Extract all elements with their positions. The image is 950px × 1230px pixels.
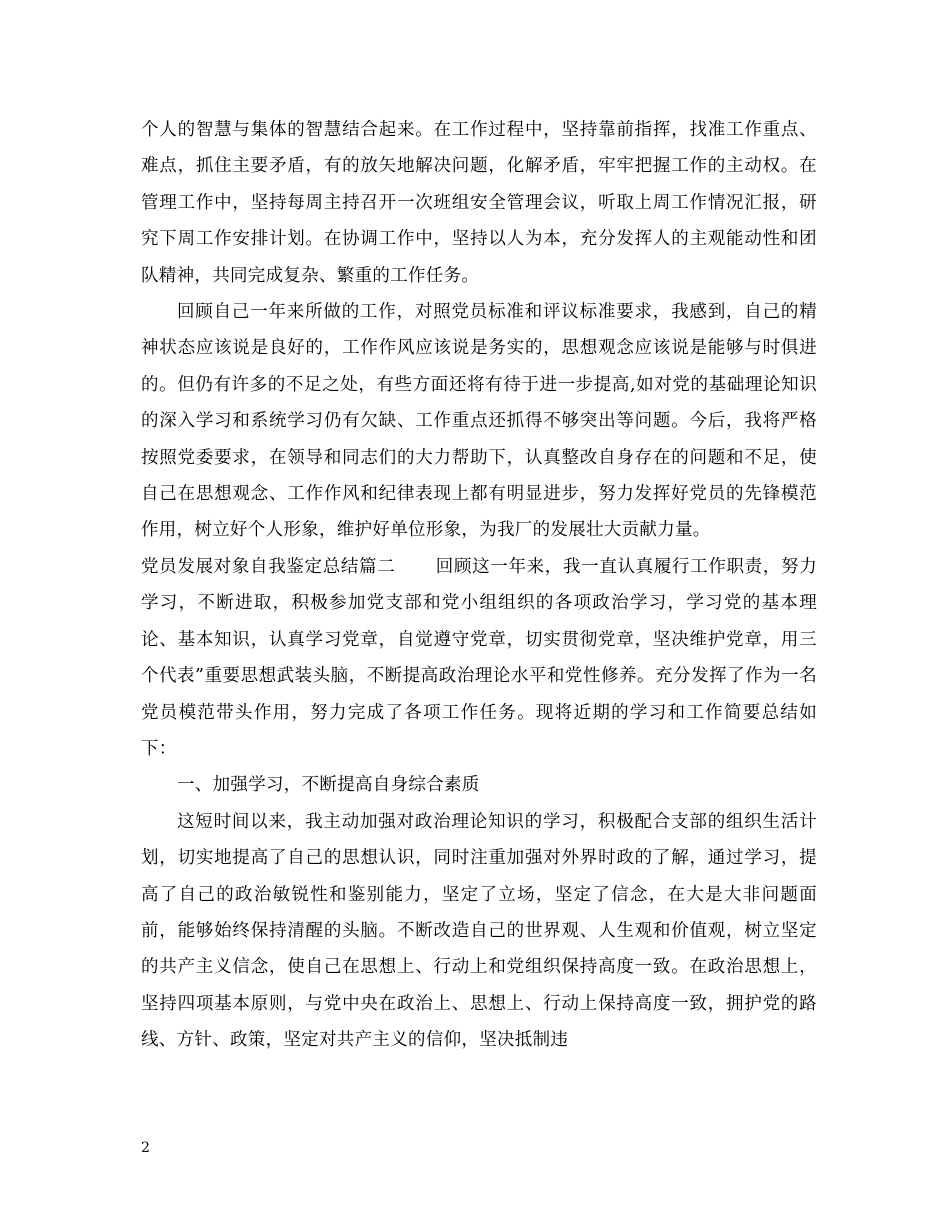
paragraph-1: 个人的智慧与集体的智慧结合起来。在工作过程中，坚持靠前指挥，找准工作重点、难点，抓住主要矛盾，有的放矢地解决问题，化解矛盾，牢牢把握工作的主动权。在管理工作中，坚持每周主持召开一次班组安全管理会议，听取上周工作情况汇报，研究下周工作安排计划。在协调工作中，坚持以人为本，充分发挥人的主观能动性和团队精神，共同完成复杂、繁重的工作任务。 (141, 120, 817, 286)
heading-1: 一、加强学习，不断提高自身综合素质 (177, 775, 480, 796)
paragraph-2: 回顾自己一年来所做的工作，对照党员标准和评议标准要求，我感到，自己的精神状态应该说是良好的，工作作风应该说是务实的，思想观念应该说是能够与时俱进的。但仍有许多的不足之处，有些方面还将有待于进一步提高,如对党的基础理论知识的深入学习和系统学习仍有欠缺、工作重点还抓得不够突出等问题。今后，我将严格按照党委要求，在领导和同志们的大力帮助下，认真整改自身存在的问题和不足，使自己在思想观念、工作作风和纪律表现上都有明显进步，努力发挥好党员的先锋模范作用，树立好个人形象，维护好单位形象，为我厂的发展壮大贡献力量。 (141, 302, 817, 541)
section-paragraph (141, 549, 817, 767)
section-intro: 回顾这一年来，我一直认真履行工作职责，努力学习，不断进取，积极参加党支部和党小组组织的各项政治学习，学习党的基本理论、基本知识，认真学习党章，自觉遵守党章，切实贯彻党章，坚决维护党章，用三个代表”重要思想武装头脑，不断提高政治理论水平和党性修养。充分发挥了作为一名党员模范带头作用，努力完成了各项工作任务。现将近期的学习和工作简要总结如下： (141, 556, 817, 759)
document-body (141, 112, 817, 1059)
paragraph-last: 这短时间以来，我主动加强对政治理论知识的学习，积极配合支部的组织生活计划，切实地提高了自己的思想认识，同时注重加强对外界时政的了解，通过学习，提高了自己的政治敏锐性和鉴别能力，坚定了立场，坚定了信念，在大是大非问题面前，能够始终保持清醒的头脑。不断改造自己的世界观、人生观和价值观，树立坚定的共产主义信念，使自己在思想上、行动上和党组织保持高度一致。在政治思想上，坚持四项基本原则，与党中央在政治上、思想上、行动上保持高度一致，拥护党的路线、方针、政策，坚定对共产主义的信仰，坚决抵制违 (141, 811, 817, 1051)
page-number: 2 (141, 1140, 150, 1156)
section-title: 党员发展对象自我鉴定总结篇二 (141, 556, 396, 577)
